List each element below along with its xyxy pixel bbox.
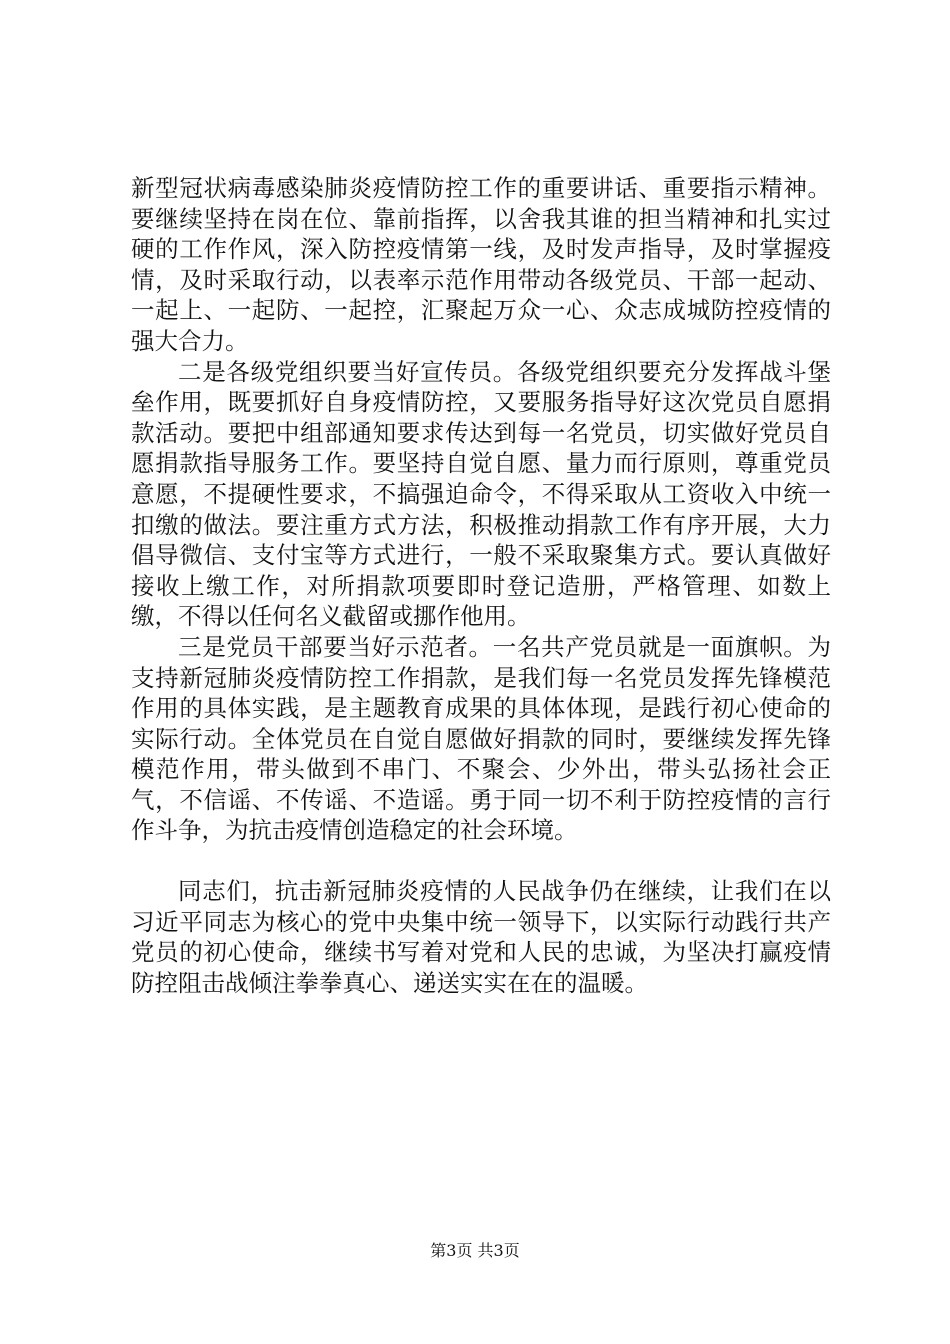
paragraph-point-three: 三是党员干部要当好示范者。一名共产党员就是一面旗帜。为支持新冠肺炎疫情防控工作捐款，是我们每一名党员发挥先锋模范作用的具体实践，是主题教育成果的具体体现，是践行初心使命的实际行动。全体党员在自觉自愿做好捐款的同时，要继续发挥先锋模范作用，带头做到不串门、不聚会、少外出，带头弘扬社会正气，不信谣、不传谣、不造谣。勇于同一切不利于防控疫情的言行作斗争，为抗击疫情创造稳定的社会环境。 — [131, 632, 831, 845]
document-body — [131, 173, 831, 998]
paragraph-spacer — [131, 846, 831, 876]
paragraph-closing: 同志们，抗击新冠肺炎疫情的人民战争仍在继续，让我们在以习近平同志为核心的党中央集中统一领导下，以实际行动践行共产党员的初心使命，继续书写着对党和人民的忠诚，为坚决打赢疫情防控阻击战倾注拳拳真心、递送实实在在的温暖。 — [131, 877, 831, 997]
paragraph-point-two: 二是各级党组织要当好宣传员。各级党组织要充分发挥战斗堡垒作用，既要抓好自身疫情防控，又要服务指导好这次党员自愿捐款活动。要把中组部通知要求传达到每一名党员，切实做好党员自愿捐款指导服务工作。要坚持自觉自愿、量力而行原则，尊重党员意愿，不提硬性要求，不搞强迫命令，不得采取从工资收入中统一扣缴的做法。要注重方式方法，积极推动捐款工作有序开展，大力倡导微信、支付宝等方式进行，一般不采取聚集方式。要认真做好接收上缴工作，对所捐款项要即时登记造册，严格管理、如数上缴，不得以任何名义截留或挪作他用。 — [131, 357, 831, 631]
paragraph-continuation: 新型冠状病毒感染肺炎疫情防控工作的重要讲话、重要指示精神。要继续坚持在岗在位、靠前指挥，以舍我其谁的担当精神和扎实过硬的工作作风，深入防控疫情第一线，及时发声指导，及时掌握疫情，及时采取行动，以表率示范作用带动各级党员、干部一起动、一起上、一起防、一起控，汇聚起万众一心、众志成城防控疫情的强大合力。 — [131, 174, 831, 355]
page-number-footer: 第3页 共3页 — [430, 1241, 520, 1260]
